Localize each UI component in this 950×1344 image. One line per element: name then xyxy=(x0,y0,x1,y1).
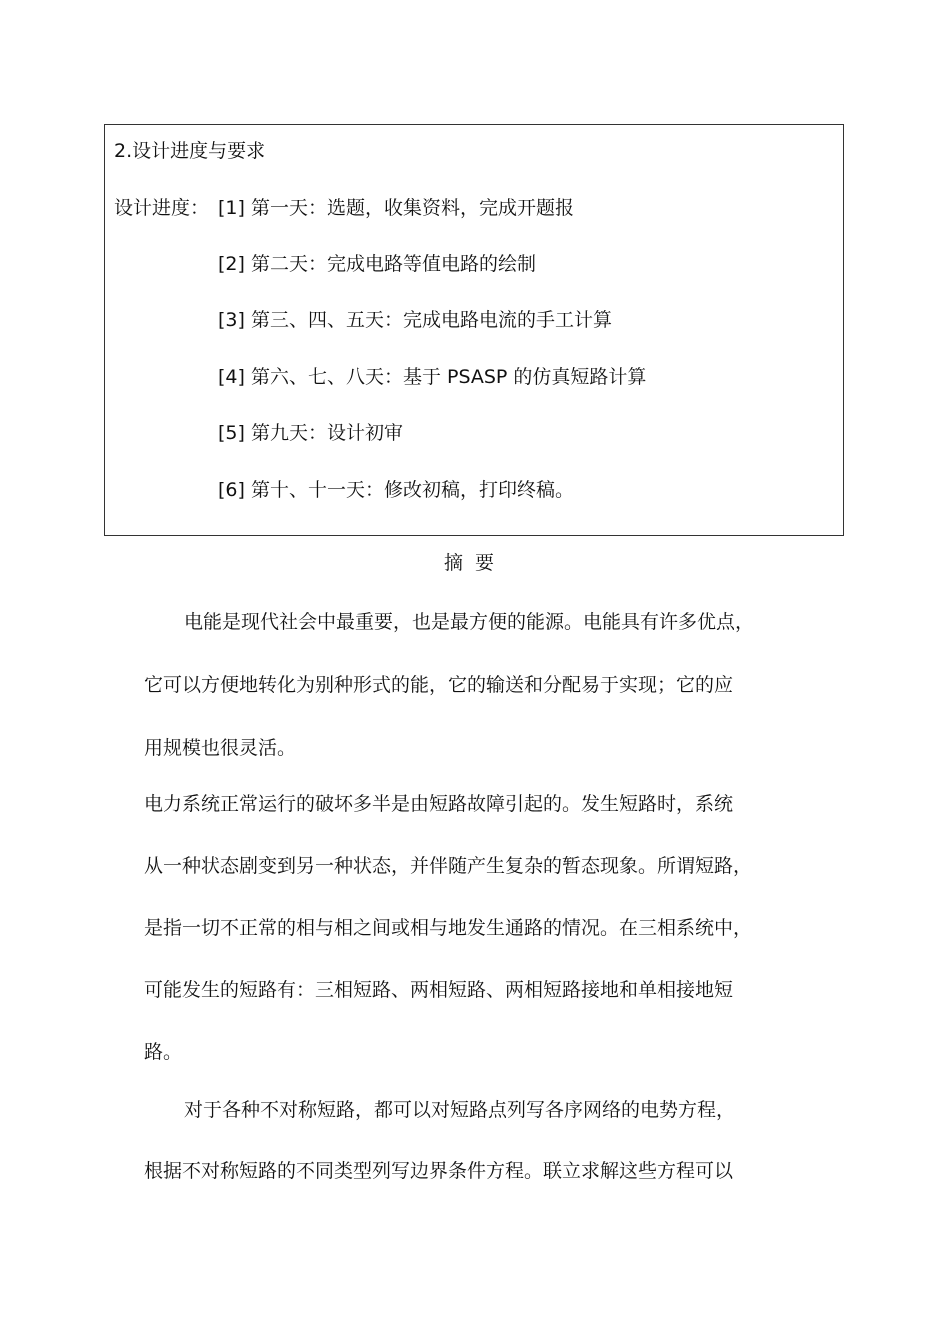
abstract-line: 可能发生的短路有：三相短路、两相短路、两相短路接地和单相接地短 xyxy=(144,979,734,1001)
schedule-item: [1] 第一天：选题，收集资料，完成开题报 xyxy=(218,197,574,219)
abstract-line: 从一种状态剧变到另一种状态，并伴随产生复杂的暂态现象。所谓短路， xyxy=(144,855,753,877)
abstract-line: 路。 xyxy=(144,1041,183,1063)
abstract-line: 用规模也很灵活。 xyxy=(144,737,297,759)
abstract-line: 电力系统正常运行的破坏多半是由短路故障引起的。发生短路时，系统 xyxy=(144,793,734,815)
schedule-item: [4] 第六、七、八天：基于 PSASP 的仿真短路计算 xyxy=(218,366,647,388)
schedule-heading: 2.设计进度与要求 xyxy=(114,140,266,162)
schedule-label: 设计进度： xyxy=(114,197,210,219)
schedule-item: [6] 第十、十一天：修改初稿，打印终稿。 xyxy=(218,479,574,501)
abstract-title: 摘要 xyxy=(443,552,506,574)
schedule-item: [2] 第二天：完成电路等值电路的绘制 xyxy=(218,253,536,275)
abstract-line: 它可以方便地转化为别种形式的能，它的输送和分配易于实现；它的应 xyxy=(144,674,734,696)
schedule-item: [5] 第九天：设计初审 xyxy=(218,422,403,444)
schedule-item: [3] 第三、四、五天：完成电路电流的手工计算 xyxy=(218,309,612,331)
abstract-line: 电能是现代社会中最重要，也是最方便的能源。电能具有许多优点， xyxy=(184,611,755,633)
abstract-line: 是指一切不正常的相与相之间或相与地发生通路的情况。在三相系统中， xyxy=(144,917,753,939)
abstract-line: 根据不对称短路的不同类型列写边界条件方程。联立求解这些方程可以 xyxy=(144,1160,734,1182)
abstract-line: 对于各种不对称短路，都可以对短路点列写各序网络的电势方程， xyxy=(184,1099,736,1121)
